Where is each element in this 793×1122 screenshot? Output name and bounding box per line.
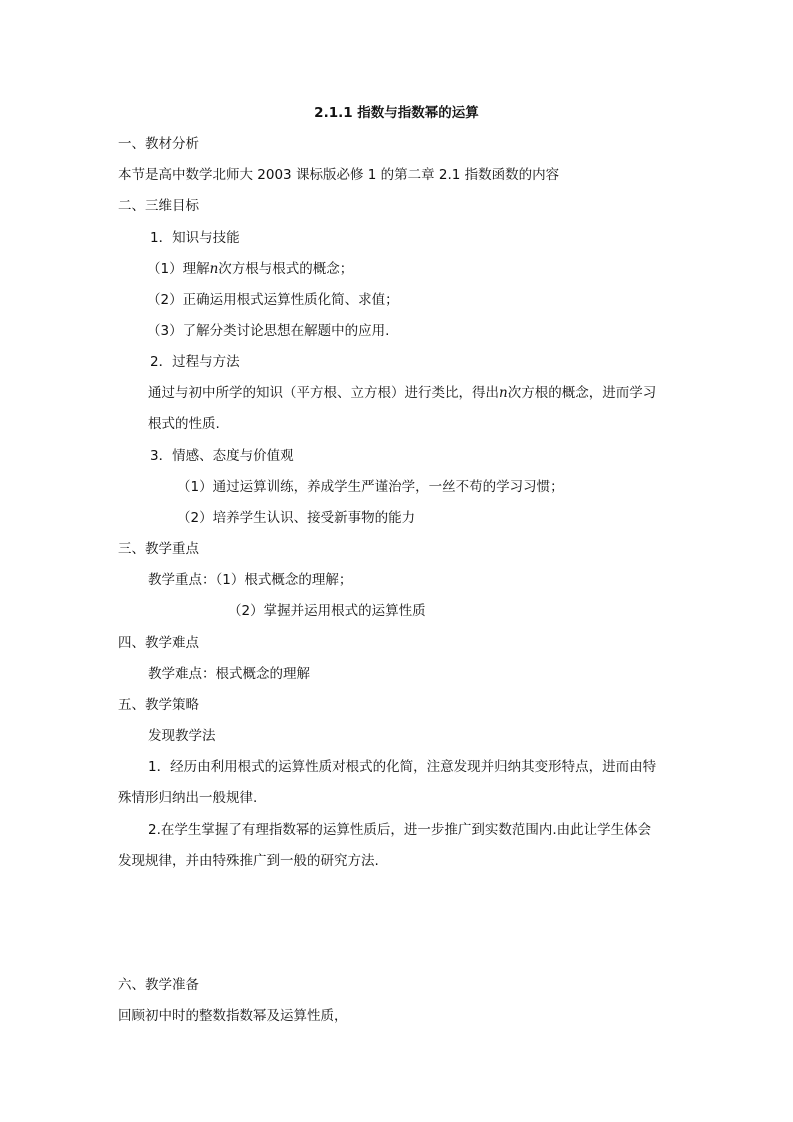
subheading-knowledge-skills: 1．知识与技能 xyxy=(150,230,240,246)
strategy-paragraph-2-line-1: 2.在学生掌握了有理指数幂的运算性质后，进一步推广到实数范围内.由此让学生体会 xyxy=(148,822,652,838)
list-item-knowledge-1 xyxy=(147,259,353,279)
strategy-paragraph-2-line-2: 发现规律，并由特殊推广到一般的研究方法. xyxy=(118,853,379,869)
math-variable-n: n xyxy=(209,261,219,277)
key-points-line-1: 教学重点：（1）根式概念的理解； xyxy=(148,572,353,588)
section-heading-key-points: 三、教学重点 xyxy=(118,541,199,557)
difficulties-line-1: 教学难点：根式概念的理解 xyxy=(148,666,310,682)
list-item-emotion-1: （1）通过运算训练，养成学生严谨治学，一丝不苟的学习习惯； xyxy=(177,479,564,495)
preparation-line-1: 回顾初中时的整数指数幂及运算性质， xyxy=(118,1008,348,1024)
subheading-process-method: 2．过程与方法 xyxy=(150,354,240,370)
section-body-analysis: 本节是高中数学北师大 2003 课标版必修 1 的第二章 2.1 指数函数的内容 xyxy=(118,167,560,183)
list-item-text: （1）理解 xyxy=(147,261,210,277)
math-variable-n: n xyxy=(499,385,508,401)
key-points-line-2: （2）掌握并运用根式的运算性质 xyxy=(228,603,426,619)
paragraph-process-line-1 xyxy=(148,383,656,403)
section-heading-strategy: 五、教学策略 xyxy=(118,697,199,713)
section-heading-analysis: 一、教材分析 xyxy=(118,136,199,152)
paragraph-text: 通过与初中所学的知识（平方根、立方根）进行类比，得出 xyxy=(148,385,499,401)
strategy-paragraph-1-line-2: 殊情形归纳出一般规律. xyxy=(118,790,258,806)
list-item-knowledge-3: （3）了解分类讨论思想在解题中的应用. xyxy=(147,323,390,339)
strategy-method: 发现教学法 xyxy=(148,728,216,744)
subheading-emotion-values: 3．情感、态度与价值观 xyxy=(150,448,294,464)
list-item-knowledge-2: （2）正确运用根式运算性质化简、求值； xyxy=(147,292,399,308)
list-item-emotion-2: （2）培养学生认识、接受新事物的能力 xyxy=(177,510,416,526)
paragraph-text: 次方根的概念，进而学习 xyxy=(507,385,657,401)
list-item-text: 次方根与根式的概念； xyxy=(218,261,354,277)
section-heading-objectives: 二、三维目标 xyxy=(118,198,199,214)
section-heading-preparation: 六、教学准备 xyxy=(118,977,199,993)
section-heading-difficulties: 四、教学难点 xyxy=(118,635,199,651)
document-title: 2.1.1 指数与指数幂的运算 xyxy=(314,105,479,121)
paragraph-process-line-2: 根式的性质. xyxy=(148,416,220,432)
strategy-paragraph-1-line-1: 1．经历由利用根式的运算性质对根式的化简，注意发现并归纳其变形特点，进而由特 xyxy=(148,759,657,775)
